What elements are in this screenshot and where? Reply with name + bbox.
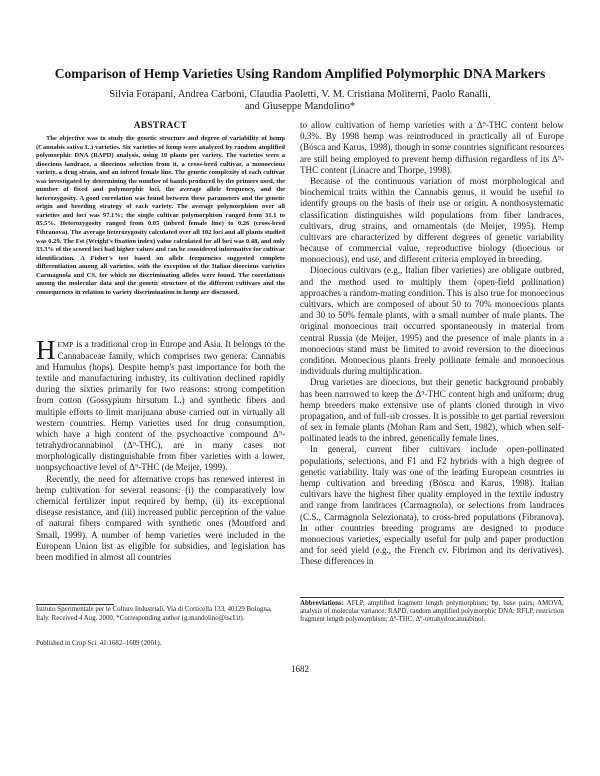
drop-cap: H	[36, 335, 56, 366]
right-paragraph-1: Because of the continuous variation of most morphological and biochemical traits within the Cannabis genus, it would be useful to identify groups on the basis of their use or origin. A nonthosystematic classification distinguishes wild populations from fiber landraces, cultivars, drug strains, and ornamentals (de Meijer, 1995). Hemp cultivars are characterized by different degrees of genetic variability because of commercial value, reproductive biology (dioecious or monoecious), end use, and different criteria employed in breeding.	[300, 175, 564, 265]
author-line-1: Silvia Forapani, Andrea Carboni, Claudia Paoletti, V. M. Cristiana Moliterni, Paolo Ranalli,	[109, 89, 491, 100]
intro-paragraph-1-text: is a traditional crop in Europe and Asia. It belongs to the Cannabaceae family, which comprises two genera: Cannabis and Humulus (hops). Despite hemp's past importance for both the textile and manufacturing industry, its cultivation declined rapidly during the sixties primarily for two reasons: strong competition from cotton (Gossypium hirsutum L.) and synthetic fibers and multiple efforts to limit marijuana abuse carried out in virtually all western countries. Hemp varieties used for drug consumption, which have a high content of the psychoactive compound Δ⁹-tetrahydrocannabinol (Δ⁹-THC), are in many cases not morphologically distinguishable from fiber varieties with a lower, nonpsychoactive level of Δ⁹-THC (de Meijer, 1999).	[36, 339, 285, 473]
paper-title: Comparison of Hemp Varieties Using Random Amplified Polymorphic DNA Markers	[54, 66, 546, 81]
abbreviations-note	[300, 600, 564, 625]
author-line-2: and Giuseppe Mandolino*	[244, 100, 356, 112]
intro-paragraph-2: Recently, the need for alternative crops has renewed interest in hemp cultivation for several reasons: (i) the comparatively low chemical fertilizer input required by hemp, (ii) its exceptional disease resistance, and (iii) increased public perception of the value of natural fibers compared with synthetic ones (Montford and Small, 1999). A number of hemp varieties were included in the European Union list as eligible for subsidies, and legislation has been modified in almost all countries	[36, 473, 285, 562]
intro-paragraph-1	[36, 335, 285, 473]
page-number: 1682	[291, 664, 309, 674]
author-list	[100, 89, 500, 112]
abstract-heading: ABSTRACT	[133, 121, 188, 131]
right-column	[300, 120, 564, 568]
left-column	[36, 120, 285, 563]
right-paragraph-4: In general, current fiber cultivars include open-pollinated populations, selections, and F1 and F2 hybrids with a high degree of genetic variability. Italy was one of the leading European countries in hemp cultivation and breeding (Bósca and Karus, 1998). Italian cultivars have the highest fiber quality employed in the textile industry and range from landraces (Carmagnola), or selections from landraces (C.S., Carmagnola Selezionata), to cross-bred populations (Fibranova). In other countries breeding programs are designed to produce monoecious varieties, especially useful for pulp and paper production and for seed yield (e.g., the French cv. Fibrimon and its derivatives). These differences in	[300, 444, 564, 567]
right-paragraph-2: Dioecious cultivars (e.g., Italian fiber varieties) are obligate outbred, and the method used to multiply them (open-field pollination) approaches a random-mating condition. This is also true for monoecious cultivars, which are composed of about 50 to 70% monoecious plants and 30 to 50% female plants, with a small number of male plants. The original monoecious trait occurred spontaneously in material from central Russia (de Meijer, 1995) and the presence of male plants in a monoecious stand must be limited to avoid reversion to the dioecious condition. Monoecious plants freely pollinate female and monoecious individuals during multiplication.	[300, 265, 564, 377]
affiliation-footnote	[36, 606, 285, 623]
affiliation-text: Istituto Sperimentale per le Colture Industriali, Via di Corticella 133, 40129 Bologna, Italy. Received 4 Aug. 2000. *Corresponding author (g.mandolino@iscI.it).	[36, 606, 272, 622]
abbreviations-divider	[300, 597, 564, 598]
footnote-divider	[36, 604, 114, 605]
right-paragraph-3: Drug varieties are dioecious, but their genetic background probably has been narrowed to keep the Δ⁹-THC content high and uniform; drug hemp breeders make extensive use of plants cloned through in vivo propagation, and of full-sib crosses. It is possible to get partial reversion of sex in female plants (Mohan Ram and Sett, 1982), which when self-pollinated leads to the inbred, genetically female lines.	[300, 377, 564, 444]
drop-cap-rest: EMP	[57, 340, 74, 350]
right-paragraph-0: to allow cultivation of hemp varieties with a Δ⁹-THC content below 0.3%. By 1998 hemp was reintroduced in practically all of Europe (Bósca and Karus, 1998), though in some countries significant resources are still being employed to prevent hemp diffusion regardless of its Δ⁹-THC content (Linacre and Thorpe, 1998).	[300, 120, 564, 175]
abbreviations-text: AFLP, amplified fragment length polymorphism; bp, base pairs; AMOVA, analysis of molecular variance; RAPD, random amplified polymorphic DNA; RFLP, restriction fragment length polymorphism; Δ⁹-THC, Δ⁹-tetrahydrocannabinol.	[300, 600, 564, 624]
abstract-text: The objective was to study the genetic structure and degree of variability of hemp (Cannabis sativa L.) varieties. Six varieties of hemp were analyzed by random amplified polymorphic DNA (RAPD) analysis, using 10 plants per variety. The varieties were a dioecious landrace, a dioecious selection from it, a cross-bred cultivar, a monoecious variety, a drug strain, and an inbred female line. The genetic complexity of each cultivar was investigated by determining the number of bands produced by the primers used, the number of fixed and polymorphic loci, the average allele frequency, and the heterozygosity. A good correlation was found between these parameters and the genetic origin and breeding strategy of each variety. The average polymorphism over all varieties and loci was 97.1%; the single cultivar polymorphism ranged from 31.1 to 85.5%. Heterozygosity ranged from 0.05 (inbred female line) to 0.26 (cross-bred Fibranova). The average heterozygosity calculated over all 102 loci and all plants studied was 0.29. The Fst (Wright's fixation index) value calculated for all loci was 0.48, and only 33.3% of the scored loci had higher values and can be considered informative for cultivar identification. A Fisher's test based on allele frequencies suggested complete differentiation among all varieties, with the exception of the Italian dioecious varieties Carmagnola and CS, for which no discriminating alleles were found. The correlations among the molecular data and the genetic structure of the different cultivars and the consequences in relation to variety discrimination in hemp are discussed.	[36, 135, 285, 296]
publication-note: Published in Crop Sci. 41:1682–1689 (2001).	[36, 640, 162, 647]
abbreviations-label: Abbreviations:	[300, 600, 344, 607]
